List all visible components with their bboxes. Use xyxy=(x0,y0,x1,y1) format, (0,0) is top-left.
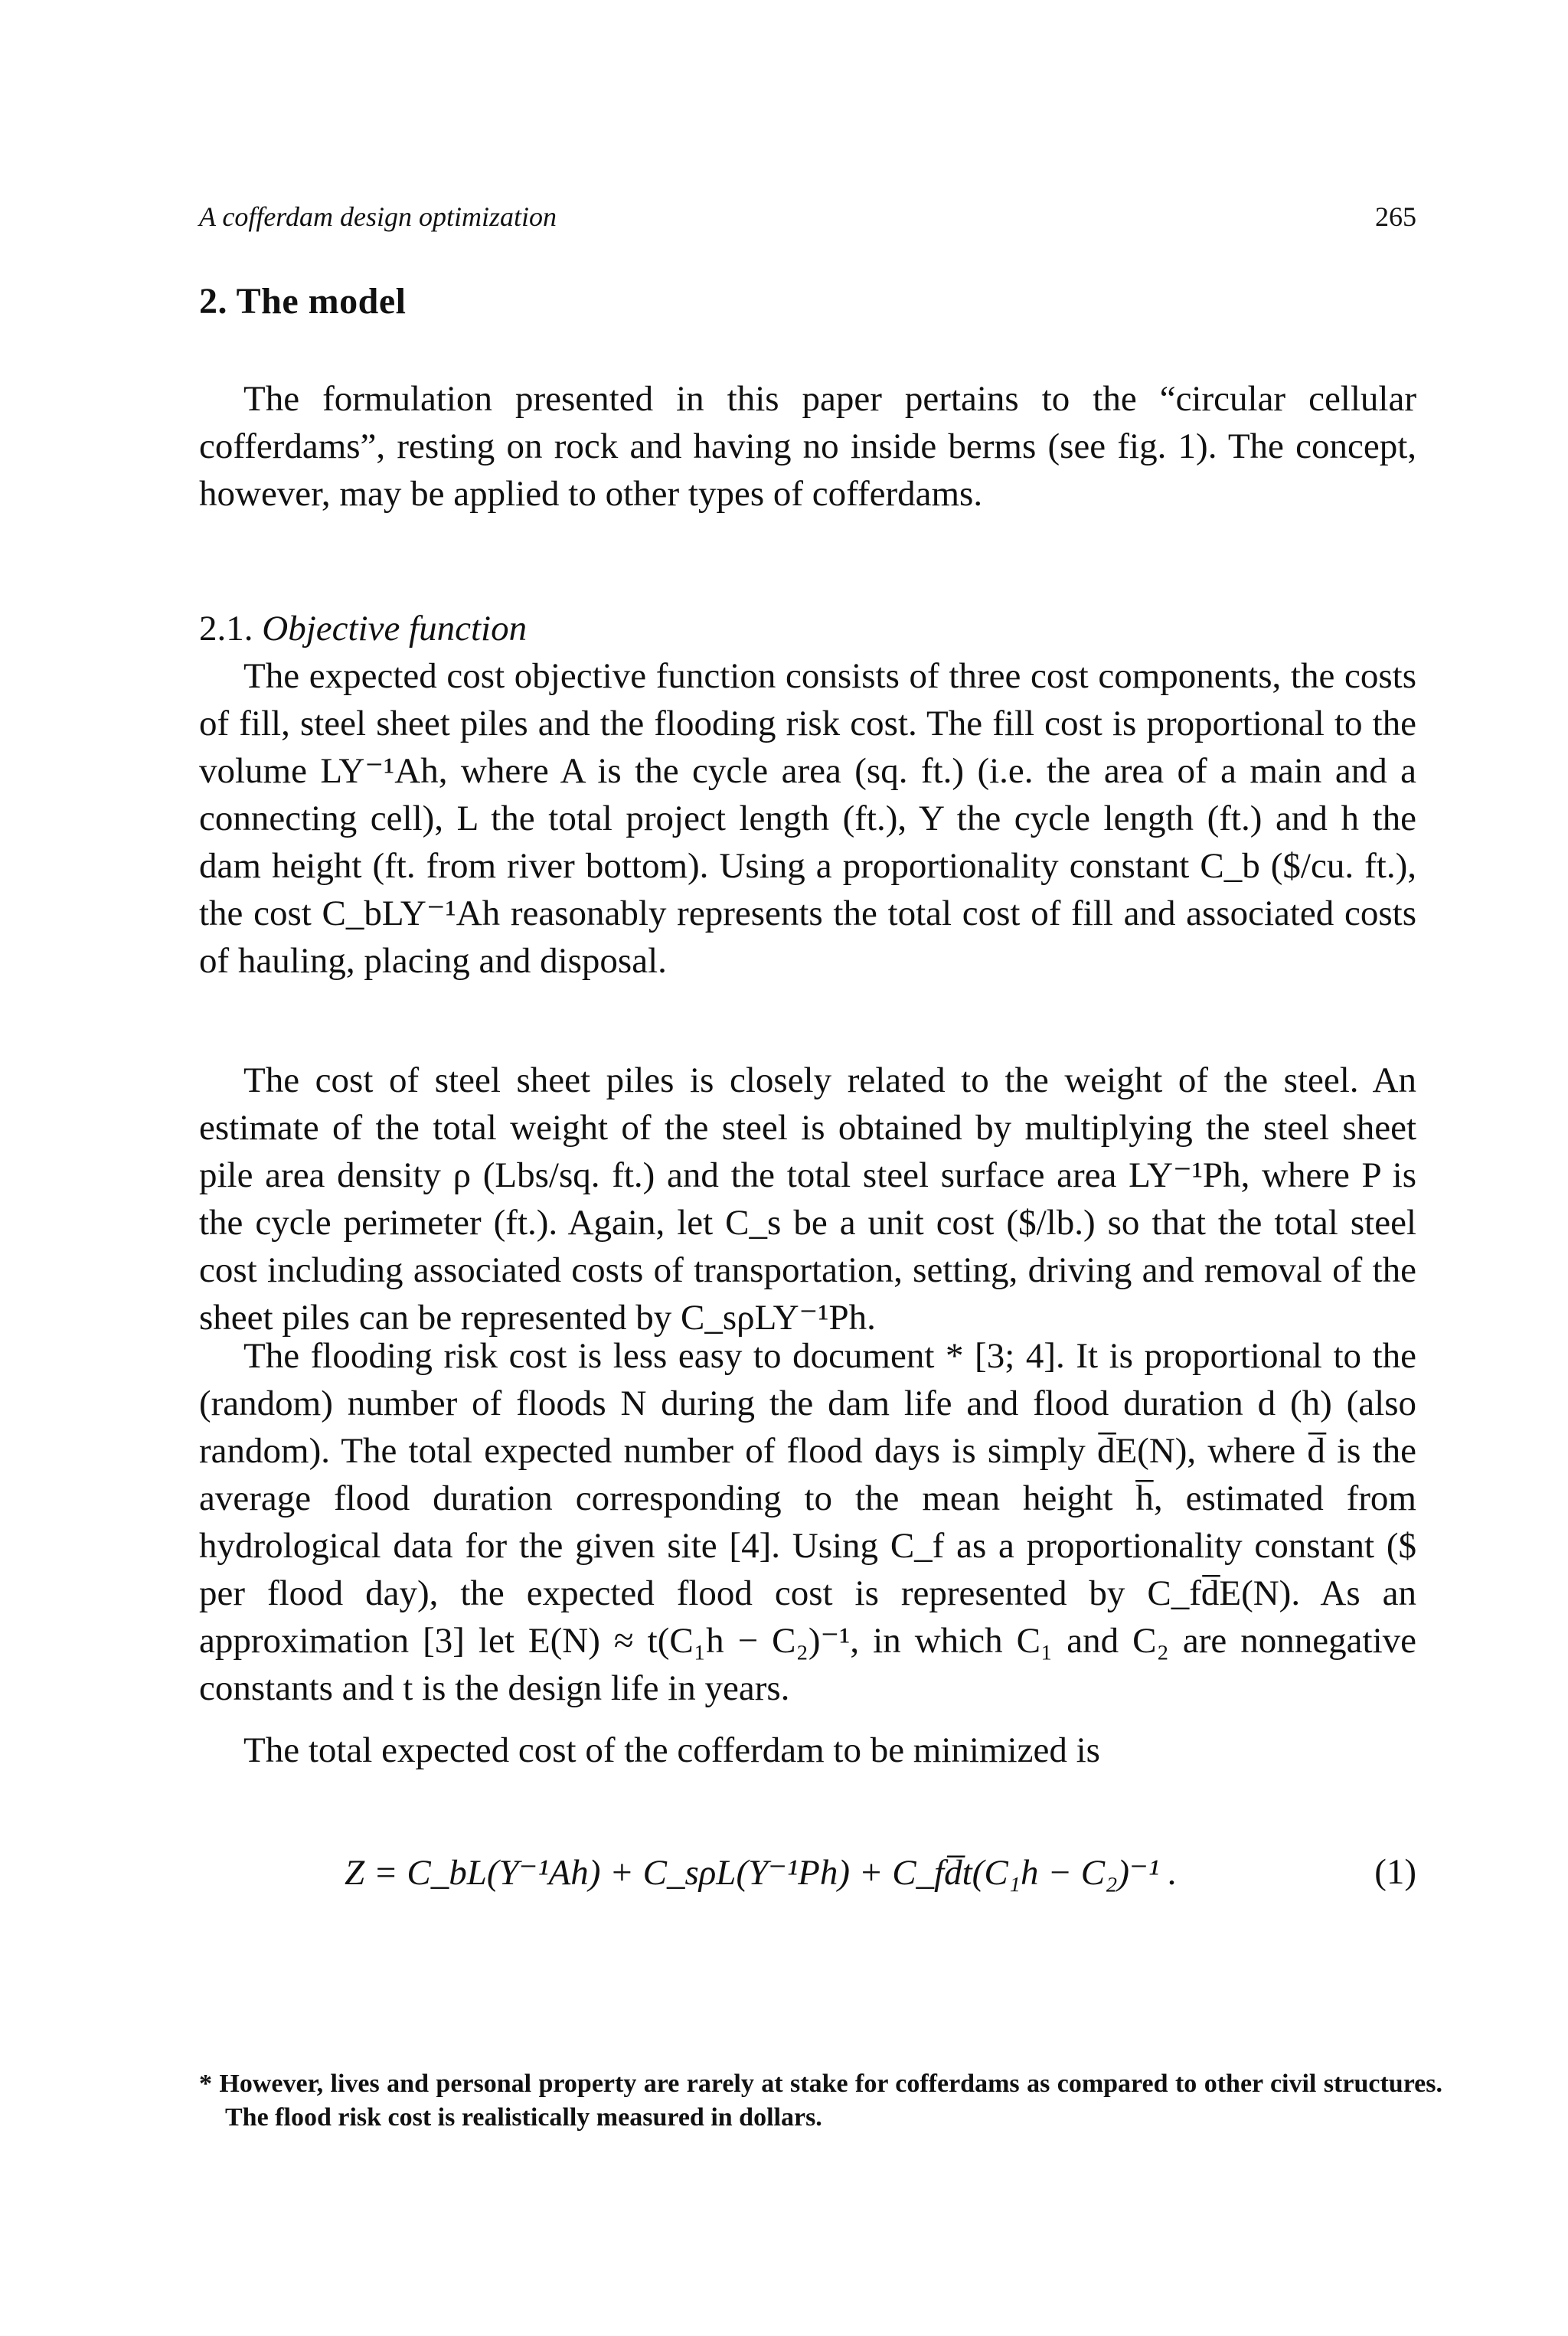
equation-number: (1) xyxy=(1374,1852,1416,1892)
subsection-title: Objective function xyxy=(262,609,528,649)
equation-1 xyxy=(199,1851,1416,1905)
subsection-heading xyxy=(199,605,1416,652)
paragraph-objective: The expected cost objective function consists of three cost components, the costs of fill, steel sheet piles and the flooding risk cost. The fill cost is proportional to the volume LY⁻¹Ah, where A is the cycle area (sq. ft.) (i.e. the area of a main and a connecting cell), L the total project length (ft.), Y the cycle length (ft.) and h the dam height (ft. from river bottom). Using a proportionality constant C_b ($/cu. ft.), the cost C_bLY⁻¹Ah reasonably represents the total cost of fill and associated costs of hauling, placing and disposal. xyxy=(199,656,1416,981)
subsection-block xyxy=(199,605,1416,985)
section-heading: 2. The model xyxy=(199,281,407,322)
paragraph-flood-cost: The flooding risk cost is less easy to document * [3; 4]. It is proportional to the (random) number of floods N during the dam life and flood duration d (h) (also random). The total expected number of flood days is simply d̅E(N), where d̅ is the average flood duration corresponding to the mean height h̅, estimated from hydrological data for the given site [4]. Using C_f as a proportionality constant ($ per flood day), the expected flood cost is represented by C_fd̅E(N). As an approximation [3] let E(N) ≈ t(C₁h − C₂)⁻¹, in which C₁ and C₂ are nonnegative constants and t is the design life in years. xyxy=(199,1336,1416,1708)
page-number: 265 xyxy=(1375,201,1416,232)
paper-page xyxy=(199,0,1442,2336)
running-head xyxy=(199,201,1416,239)
paragraph-intro: The formulation presented in this paper pertains to the “circular cellular cofferdams”, resting on rock and having no inside berms (see fig. 1). The concept, however, may be applied to other types of cofferdams. xyxy=(199,379,1416,514)
equation-expression: Z = C_bL(Y⁻¹Ah) + C_sρL(Y⁻¹Ph) + C_fd̅t(C₁h − C₂)⁻¹ . xyxy=(345,1853,1178,1893)
footnote: * However, lives and personal property are rarely at stake for cofferdams as compared to other civil structures. The flood risk cost is realistically measured in dollars. xyxy=(199,2070,1442,2132)
running-head-title: A cofferdam design optimization xyxy=(199,201,557,232)
paragraph-steel-cost: The cost of steel sheet piles is closely related to the weight of the steel. An estimate of the total weight of the steel is obtained by multiplying the steel sheet pile area density ρ (Lbs/sq. ft.) and the total steel surface area LY⁻¹Ph, where P is the cycle perimeter (ft.). Again, let C_s be a unit cost ($/lb.) so that the total steel cost including associated costs of transportation, setting, driving and removal of the sheet piles can be represented by C_sρLY⁻¹Ph. xyxy=(199,1060,1416,1338)
subsection-number: 2.1. xyxy=(199,609,253,649)
paragraph-total-cost: The total expected cost of the cofferdam to be minimized is xyxy=(243,1730,1100,1770)
